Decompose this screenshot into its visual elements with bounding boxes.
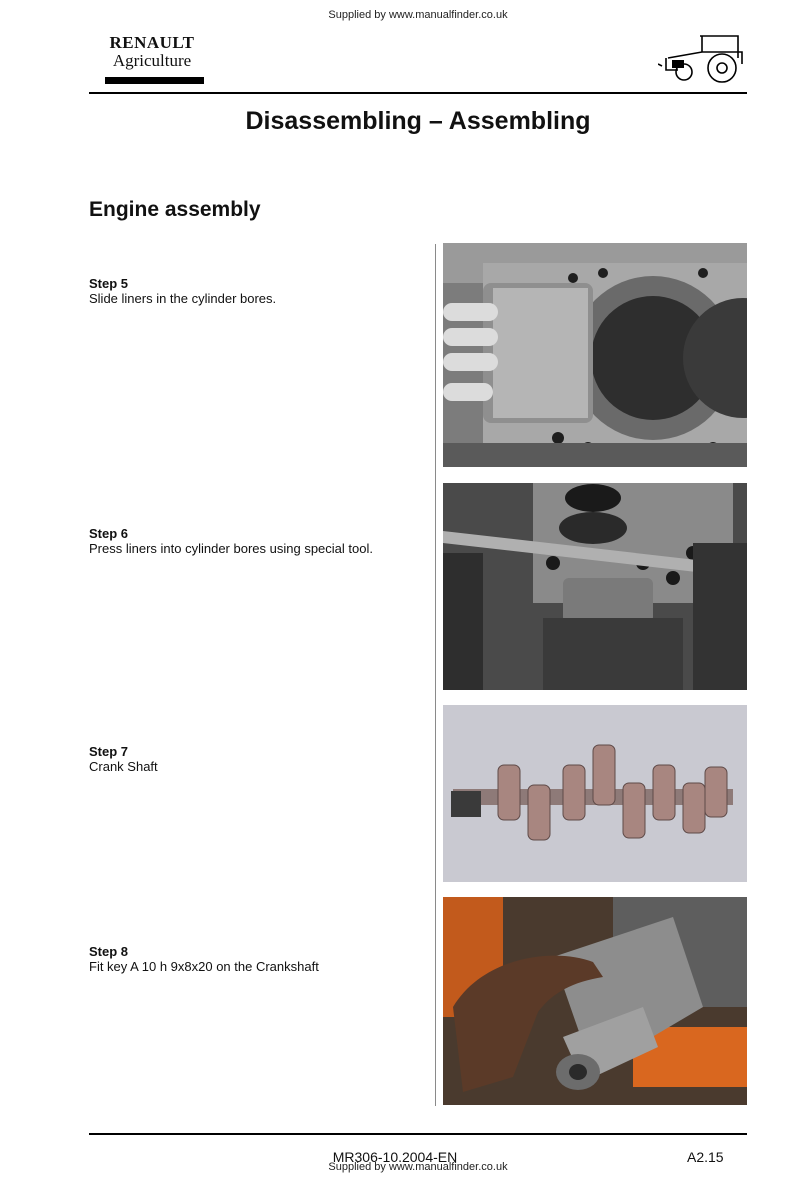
header-rule [89,92,747,94]
step-text: Press liners into cylinder bores using special tool. [89,541,373,556]
column-divider [435,244,436,1106]
photo-fit-key [443,897,747,1105]
step-label: Step 7 [89,744,129,759]
step-text: Crank Shaft [89,759,158,774]
step-text: Slide liners in the cylinder bores. [89,291,277,306]
step-label: Step 8 [89,944,129,959]
step-6 [89,526,399,556]
photo-crankshaft [443,705,747,882]
photo-liners-in-bores [443,243,747,467]
page-title: Disassembling – Assembling [245,107,591,135]
tractor-icon [658,30,748,91]
section-title: Engine assembly [89,198,261,221]
page-number: A2.15 [687,1149,724,1165]
logo-line-agriculture: Agriculture [112,51,192,70]
logo-line-renault: RENAULT [109,33,195,52]
supplied-by-top: Supplied by www.manualfinder.co.uk [328,9,508,21]
logo-underline-bar [105,77,204,84]
photo-press-tool [443,483,747,690]
step-label: Step 6 [89,526,129,541]
step-7 [89,744,399,774]
footer-rule [89,1133,747,1135]
renault-agriculture-logo [97,34,207,69]
step-5 [89,276,399,306]
step-text: Fit key A 10 h 9x8x20 on the Crankshaft [89,959,319,974]
supplied-by-bottom: Supplied by www.manualfinder.co.uk [328,1161,508,1173]
step-label: Step 5 [89,276,129,291]
document-reference: MR306-10.2004-EN [332,1149,458,1165]
step-8 [89,944,399,974]
